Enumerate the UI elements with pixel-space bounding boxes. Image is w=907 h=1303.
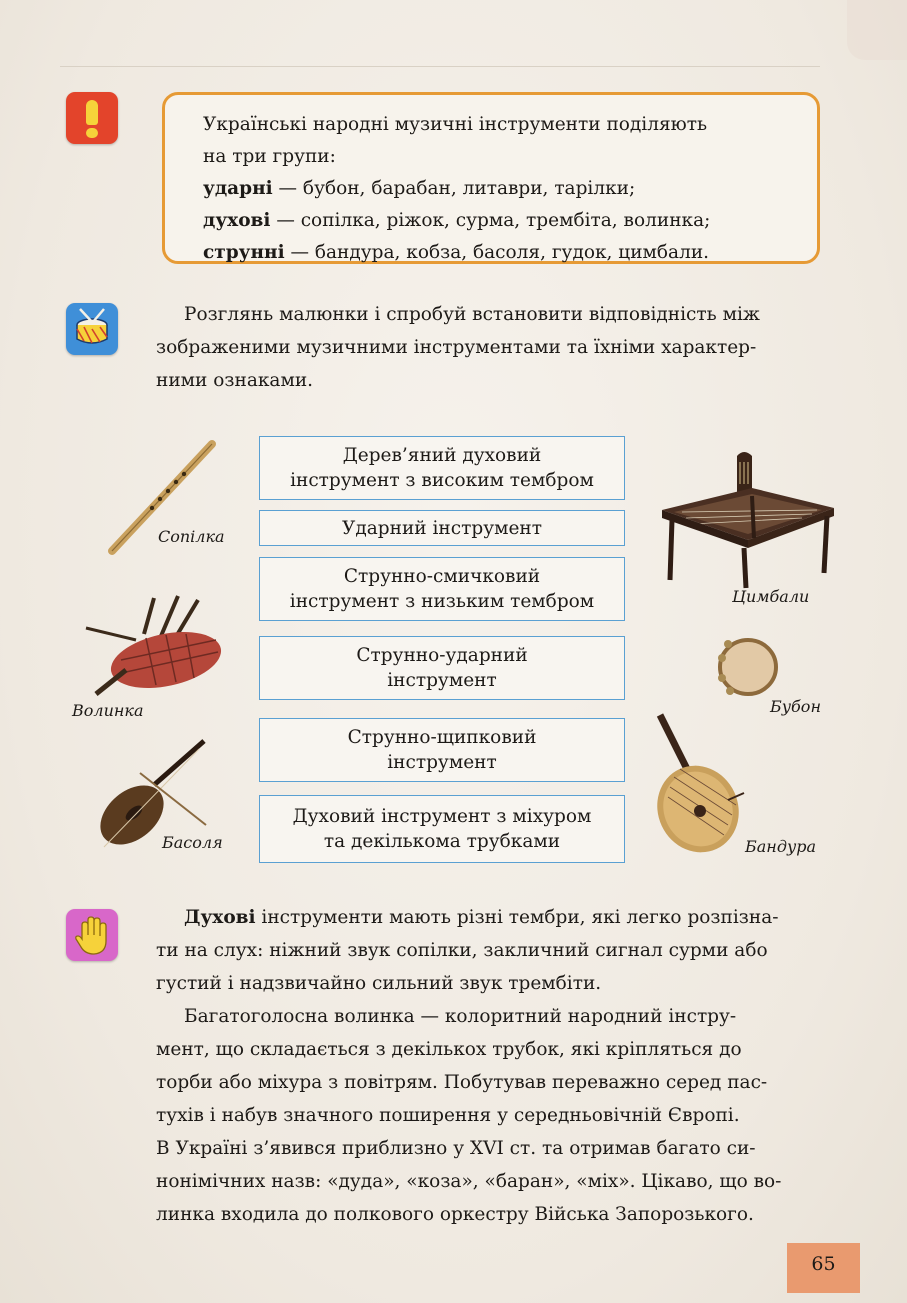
corner-decoration (847, 0, 907, 60)
char-line: Дерев’яний духовий (342, 445, 542, 466)
caption-bubon: Бубон (770, 697, 821, 716)
volynka-line: мент, що складається з декількох трубок, які кріпляться до (156, 1039, 742, 1060)
char-line: інструмент (387, 752, 497, 773)
task-line: Розглянь малюнки і спробуй встановити відповідність між (184, 304, 760, 325)
characteristic-box-2[interactable] (259, 510, 625, 546)
hand-icon (66, 909, 118, 961)
header-rule (60, 66, 820, 67)
char-line: інструмент (387, 670, 497, 691)
info-line: Українські народні музичні інструменти поділяють (203, 114, 708, 135)
volynka-line: тухів і набув значного поширення у середньовічній Європі. (156, 1105, 740, 1126)
char-line: Ударний інструмент (342, 517, 542, 539)
task-paragraph (156, 298, 862, 397)
task-line: зображеними музичними інструментами та їхніми характер- (156, 337, 757, 358)
bandura-image[interactable] (640, 705, 748, 857)
volynka-line: нонімічних назв: «дуда», «коза», «баран», «міх». Цікаво, що во- (156, 1171, 782, 1192)
instrument-groups-box (162, 92, 820, 264)
characteristic-box-1[interactable] (259, 436, 625, 500)
group-wind: духові — сопілка, ріжок, сурма, трембіта, волинка; (203, 210, 711, 231)
group-percussion: ударні — бубон, барабан, литаври, тарілки; (203, 178, 636, 199)
characteristic-box-3[interactable] (259, 557, 625, 621)
fact-line: густий і надзвичайно сильний звук трембіти. (156, 973, 602, 994)
page-number: 65 (811, 1253, 836, 1275)
characteristic-box-5[interactable] (259, 718, 625, 782)
caption-basolia: Басоля (162, 833, 223, 852)
exclamation-icon (66, 92, 118, 144)
volynka-line: Багатоголосна волинка — колоритний народний інстру- (184, 1006, 737, 1027)
wind-fact-paragraph-cont (156, 934, 862, 1000)
group-string: струнні — бандура, кобза, басоля, гудок, цимбали. (203, 242, 710, 263)
volynka-line: В Україні з’явився приблизно у XVI ст. та отримав багато си- (156, 1138, 756, 1159)
drum-icon (66, 303, 118, 355)
tsymbaly-image[interactable] (652, 448, 840, 593)
volynka-line: торби або міхура з повітрям. Побутував переважно серед пас- (156, 1072, 768, 1093)
caption-bandura: Бандура (745, 837, 817, 856)
bubon-image[interactable] (708, 636, 780, 698)
char-line: Струнно-смичковий (343, 566, 541, 587)
fact-line: ти на слух: ніжний звук сопілки, закличний сигнал сурми або (156, 940, 768, 961)
char-line: Струнно-щипковий (347, 727, 537, 748)
caption-tsymbaly: Цимбали (732, 587, 810, 606)
caption-sopilka: Сопілка (158, 527, 225, 546)
char-line: Духовий інструмент з міхуром (292, 806, 592, 827)
volynka-image[interactable] (66, 590, 236, 700)
volynka-paragraph (156, 1000, 862, 1231)
caption-volynka: Волинка (72, 701, 144, 720)
volynka-line: линка входила до полкового оркестру Війська Запорозького. (156, 1204, 754, 1225)
task-line: ними ознаками. (156, 370, 314, 391)
char-line: інструмент з низьким тембром (289, 591, 595, 612)
characteristic-box-4[interactable] (259, 636, 625, 700)
characteristic-box-6[interactable] (259, 795, 625, 863)
wind-fact-paragraph (184, 901, 862, 934)
info-line: на три групи: (203, 146, 336, 167)
char-line: Струнно-ударний (356, 645, 528, 666)
char-line: та декількома трубками (323, 831, 561, 852)
fact-line: Духові інструменти мають різні тембри, які легко розпізна- (184, 907, 779, 928)
char-line: інструмент з високим тембром (290, 470, 594, 491)
